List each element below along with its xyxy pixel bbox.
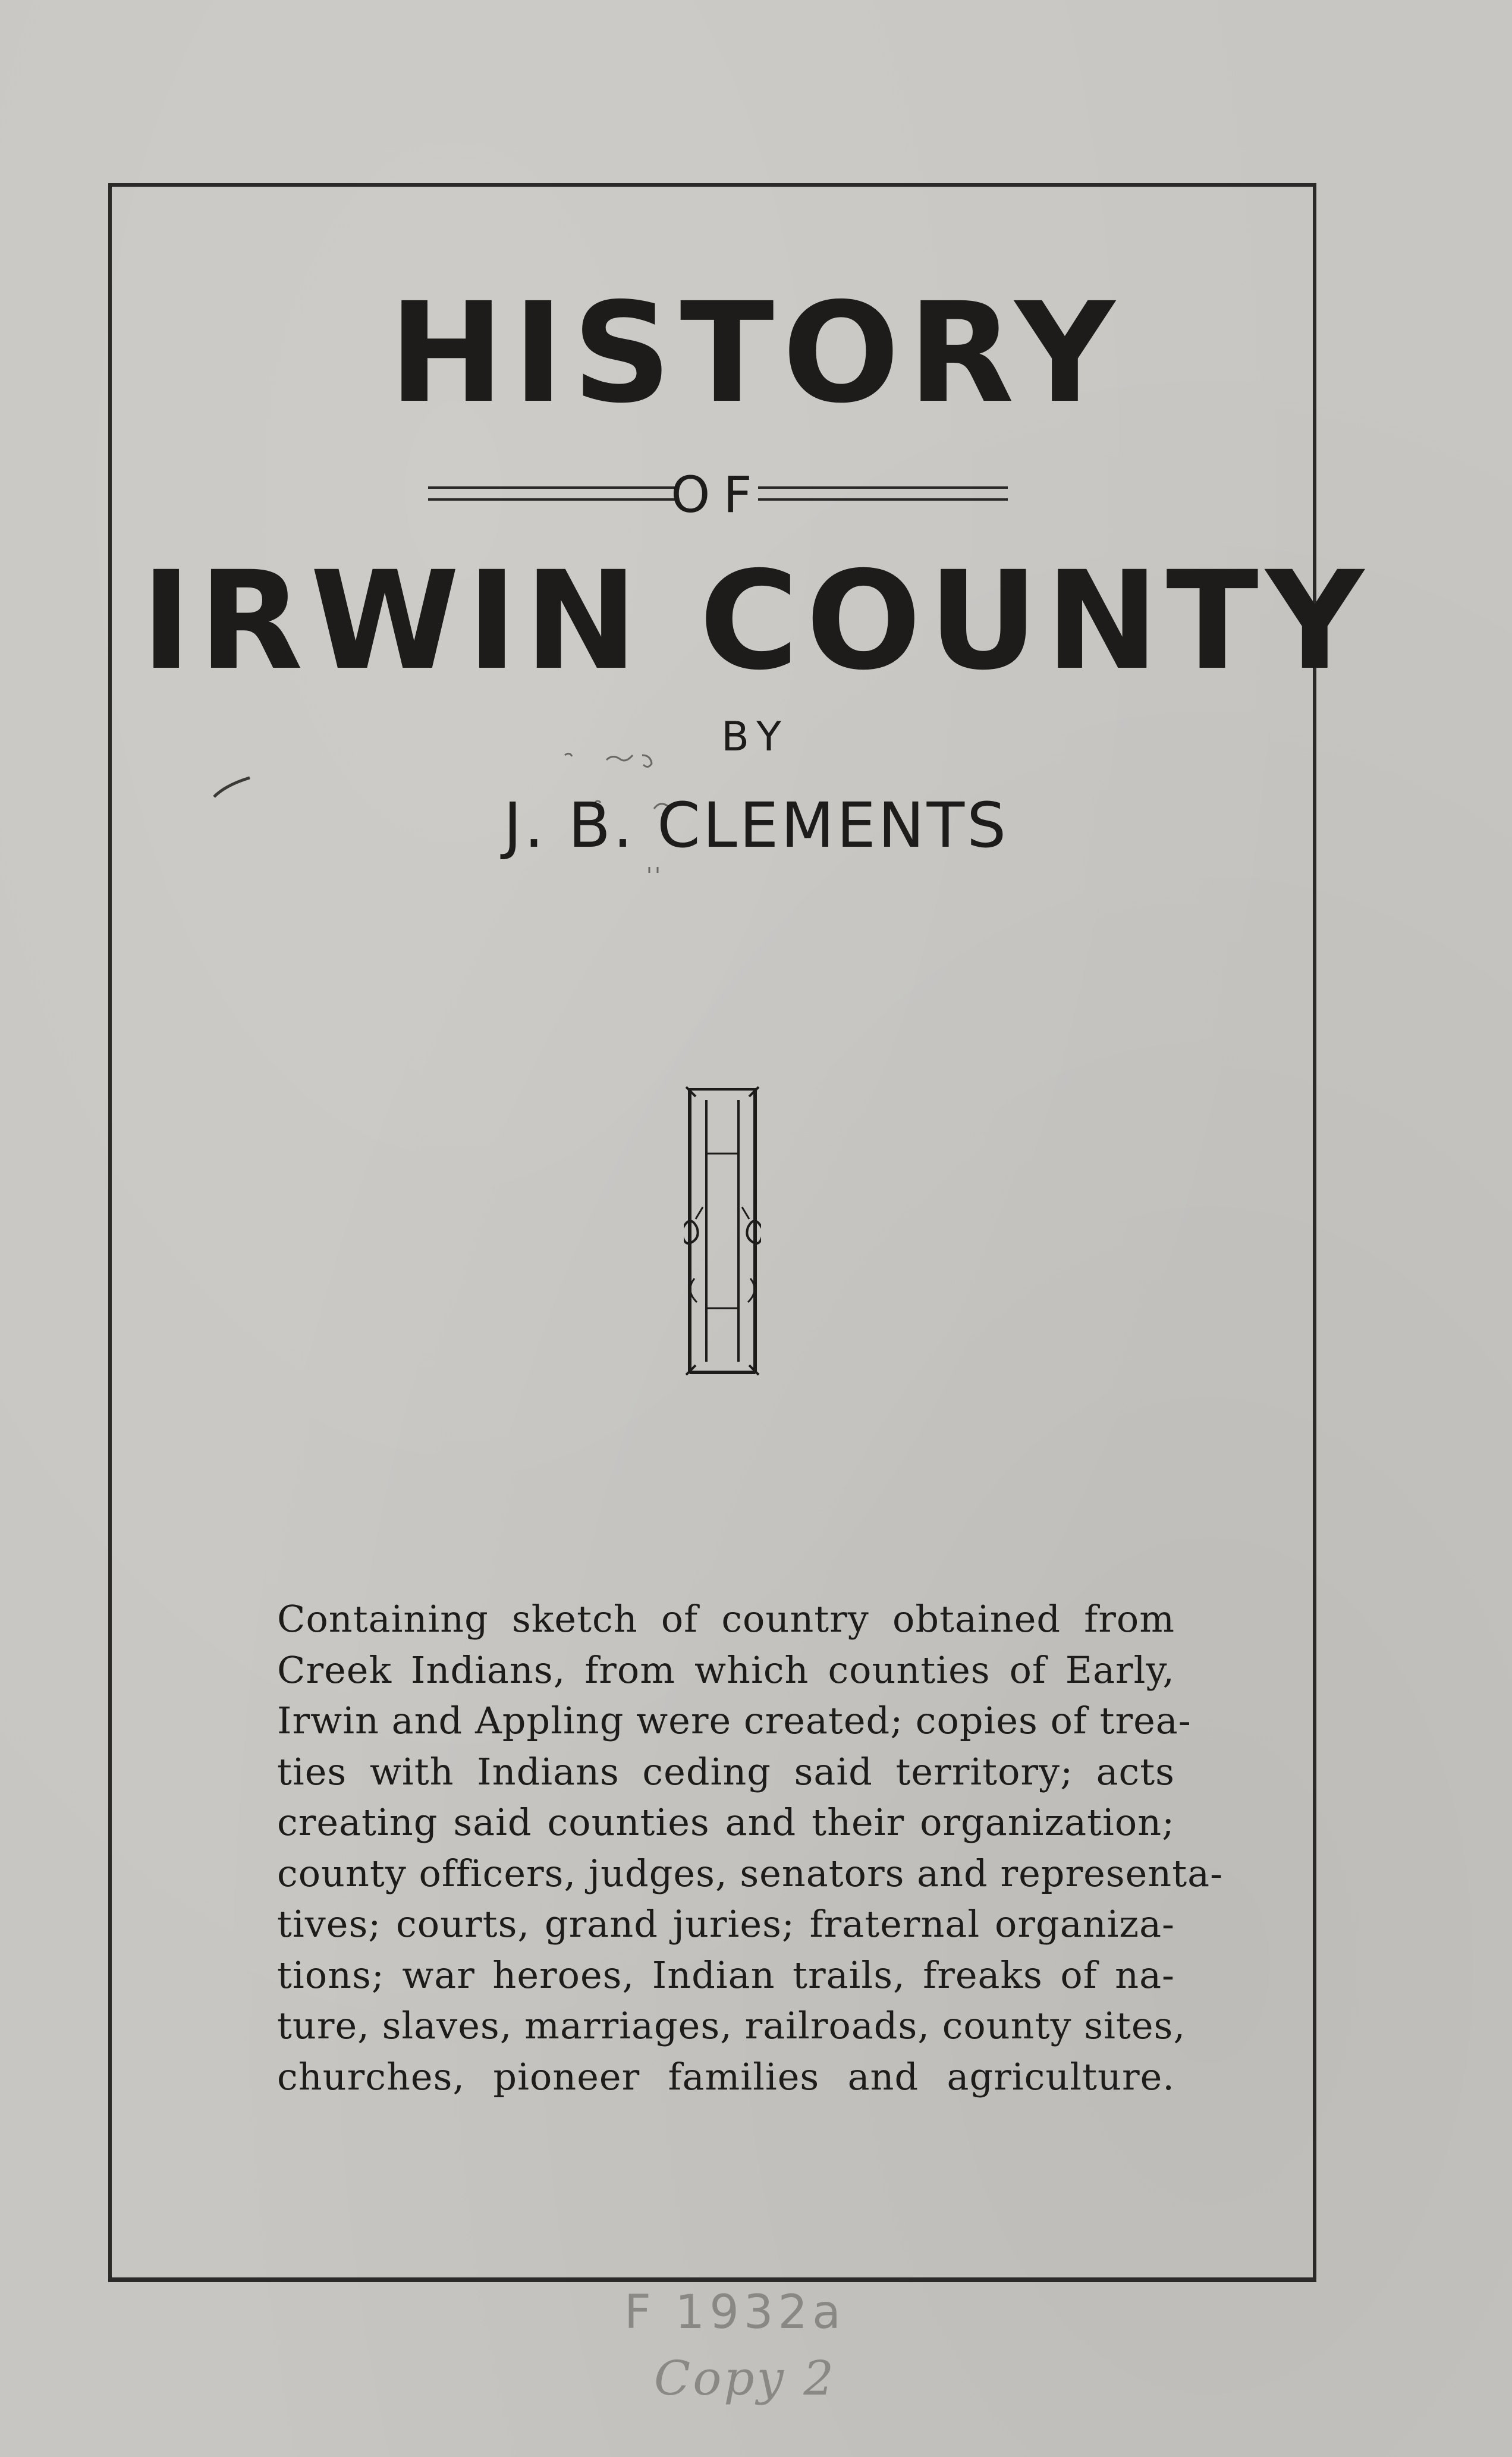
description-line: Irwin and Appling were created; copies of trea- <box>277 1699 1192 1742</box>
handwritten-copy-note: Copy 2 <box>654 2351 837 2406</box>
description-line: creating said counties and their organization; <box>277 1801 1175 1844</box>
byline-by: BY <box>721 714 791 761</box>
title-connector <box>428 466 1008 524</box>
description-line: churches, pioneer families and agriculture. <box>277 2054 1175 2098</box>
description-line: ture, slaves, marriages, railroads, county sites, <box>277 2004 1186 2047</box>
description-line: tions; war heroes, Indian trails, freaks of na- <box>277 1953 1175 1997</box>
description-line: ties with Indians ceding said territory; acts <box>277 1749 1175 1793</box>
description-paragraph <box>277 1594 1224 2102</box>
author-name: J. B. CLEMENTS <box>503 789 1009 862</box>
title-of: OF <box>671 466 765 524</box>
description-line: Containing sketch of country obtained from <box>277 1597 1175 1641</box>
description-line: county officers, judges, senators and representa- <box>277 1851 1224 1895</box>
title-irwin-county: IRWIN COUNTY <box>141 542 1371 700</box>
description-line: tives; courts, grand juries; fraternal organiza- <box>277 1902 1175 1946</box>
description-line: Creek Indians, from which counties of Early, <box>277 1648 1175 1692</box>
fasces-ornament-icon <box>684 1082 761 1380</box>
title-history: HISTORY <box>388 273 1123 433</box>
handwritten-catalog-number: F 1932a <box>624 2286 845 2339</box>
